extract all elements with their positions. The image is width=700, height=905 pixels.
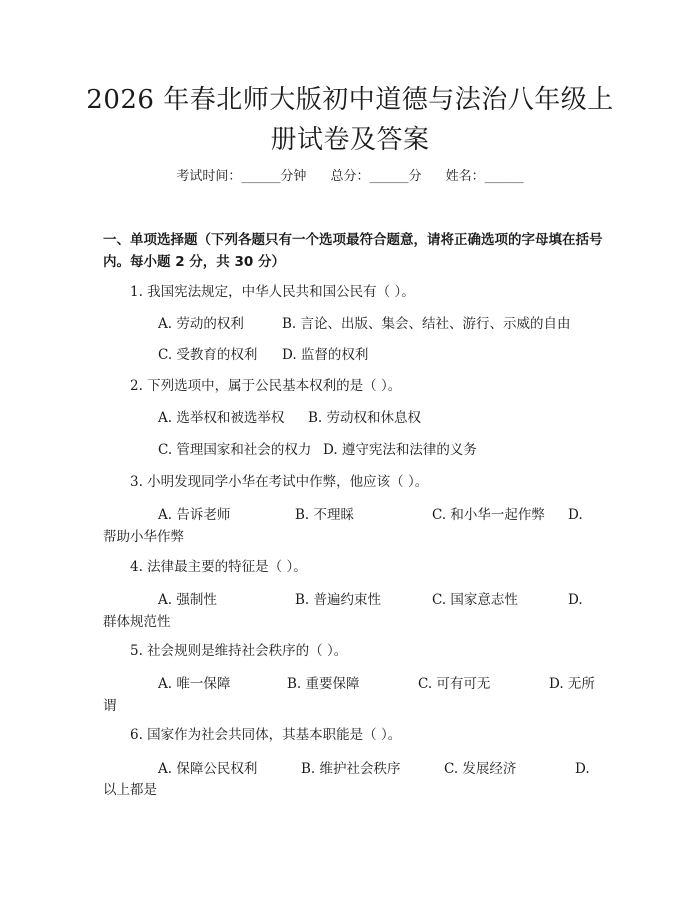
question-4-option-b: B. 普遍约束性 <box>295 592 382 608</box>
question-2-option-b: B. 劳动权和休息权 <box>308 410 422 426</box>
question-4-option-a: A. 强制性 <box>158 592 217 608</box>
question-1-option-c: C. 受教育的权利 <box>158 347 258 363</box>
question-4-stem: 4. 法律最主要的特征是（ ）。 <box>130 559 307 575</box>
question-4-option-d: D. <box>568 592 583 608</box>
title-line-2: 册试卷及答案 <box>270 125 430 155</box>
question-3-option-b: B. 不理睬 <box>295 507 355 523</box>
question-2-option-d: D. 遵守宪法和法律的义务 <box>323 442 477 458</box>
total-score: 总分：______分 <box>330 169 422 184</box>
question-5-option-c: C. 可有可无 <box>418 676 491 692</box>
question-4-option-c: C. 国家意志性 <box>432 592 518 608</box>
question-6-stem: 6. 国家作为社会共同体，其基本职能是（ ）。 <box>130 727 402 743</box>
question-2-option-a: A. 选举权和被选举权 <box>158 410 285 426</box>
exam-time: 考试时间：______分钟 <box>176 169 307 184</box>
question-6-option-d: D. <box>575 761 590 777</box>
question-1-stem: 1. 我国宪法规定，中华人民共和国公民有（ ）。 <box>130 284 415 300</box>
question-1-option-b: B. 言论、出版、集会、结社、游行、示威的自由 <box>282 316 571 332</box>
question-5-option-a: A. 唯一保障 <box>158 676 231 692</box>
name-field: 姓名：______ <box>445 169 524 184</box>
question-5-option-d: D. 无所 <box>549 676 595 692</box>
section-heading: 一、单项选择题（下列各题只有一个选项最符合题意，请将正确选项的字母填在括号内。每小题 2 分，共 30 分） <box>103 232 603 270</box>
question-3-option-c: C. 和小华一起作弊 <box>432 507 545 523</box>
question-5-option-d-text: 谓 <box>103 698 117 714</box>
question-3-option-d-text: 帮助小华作弊 <box>103 529 184 545</box>
exam-meta <box>0 168 700 186</box>
question-6-option-a: A. 保障公民权利 <box>158 761 258 777</box>
question-4-option-d-text: 群体规范性 <box>103 614 171 630</box>
question-3-option-d: D. <box>568 507 583 523</box>
question-6-option-b: B. 维护社会秩序 <box>301 761 401 777</box>
question-6-option-c: C. 发展经济 <box>444 761 517 777</box>
title-line-1: 2026 年春北师大版初中道德与法治八年级上 <box>86 85 614 115</box>
question-1-option-a: A. 劳动的权利 <box>158 316 244 332</box>
question-2-option-c: C. 管理国家和社会的权力 <box>158 442 312 458</box>
question-2-stem: 2. 下列选项中，属于公民基本权利的是（ ）。 <box>130 378 402 394</box>
question-1-option-d: D. 监督的权利 <box>282 347 369 363</box>
question-3-stem: 3. 小明发现同学小华在考试中作弊，他应该（ ）。 <box>130 474 429 490</box>
question-6-option-d-text: 以上都是 <box>103 782 157 798</box>
question-3-option-a: A. 告诉老师 <box>158 507 231 523</box>
question-5-stem: 5. 社会规则是维持社会秩序的（ ）。 <box>130 643 348 659</box>
question-5-option-b: B. 重要保障 <box>287 676 360 692</box>
page-title <box>60 80 640 160</box>
